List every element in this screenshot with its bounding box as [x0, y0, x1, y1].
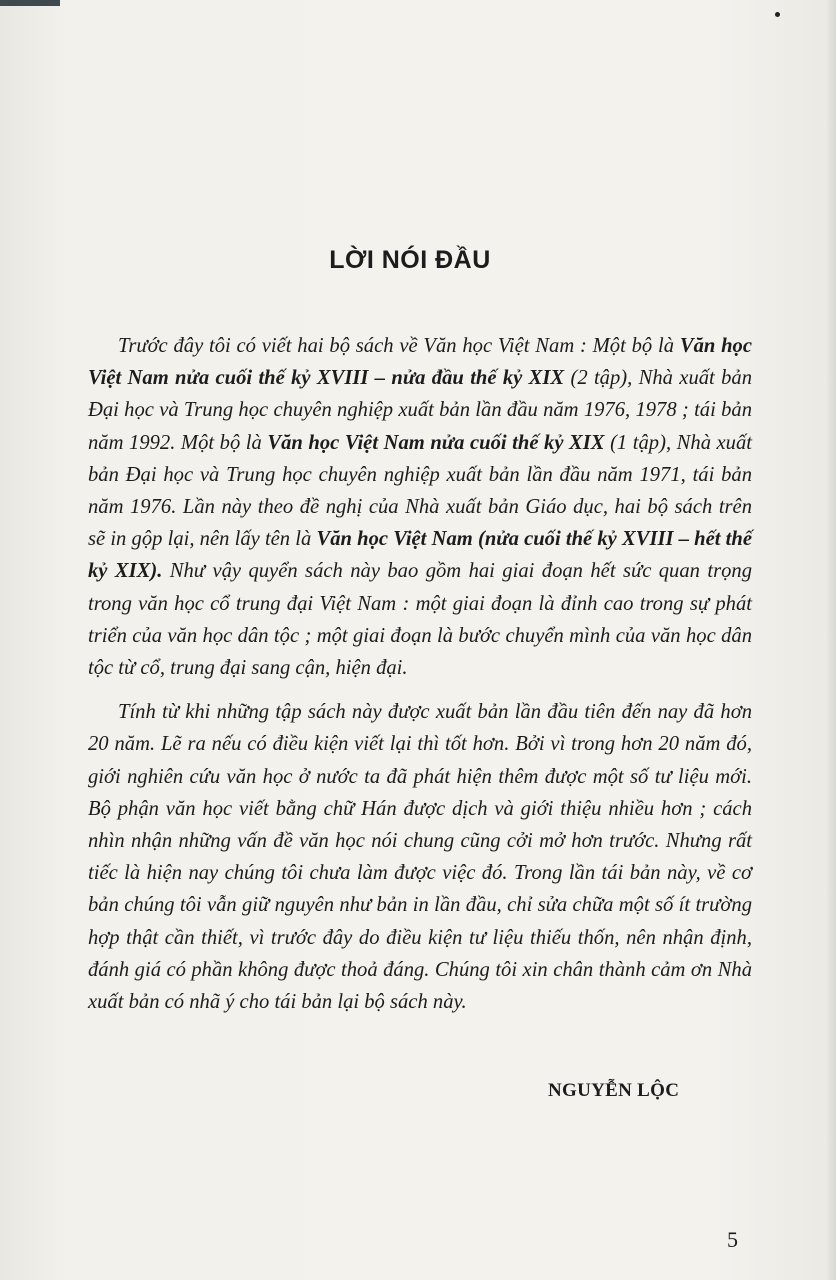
page-number: 5 — [727, 1227, 738, 1252]
author-signature: NGUYỄN LỘC — [548, 1080, 680, 1101]
paragraph-1-text-2: (2 tập), Nhà xuất bản Đại học và Trung học chuyên nghiệp xuất bản lần đầu năm 1976, 1978 ; tái bản năm 1992. Một bộ là — [88, 367, 752, 454]
ink-dot — [775, 12, 780, 17]
scan-edge-mark — [0, 0, 60, 6]
book-title-1: Văn học Việt Nam nửa cuối thế kỷ XVIII – nửa đầu thế kỷ XIX — [88, 335, 752, 390]
book-title-3: Văn học Việt Nam (nửa cuối thế kỷ XVIII – hết thế kỷ XIX). — [88, 528, 752, 583]
paragraph-1 — [88, 330, 752, 684]
page-edge-shadow — [826, 0, 836, 1280]
paragraph-1-text-4: Như vậy quyển sách này bao gồm hai giai đoạn hết sức quan trọng trong văn học cổ trung đại Việt Nam : một giai đoạn là đỉnh cao trong sự phát triển của văn học dân tộc ; một giai đoạn là bước chuyển mình của văn học dân tộc từ cổ, trung đại sang cận, hiện đại. — [88, 560, 752, 680]
page-title: LỜI NÓI ĐẦU — [329, 246, 491, 274]
paragraph-2: Tính từ khi những tập sách này được xuất bản lần đầu tiên đến nay đã hơn 20 năm. Lẽ ra nếu có điều kiện viết lại thì tốt hơn. Bởi vì trong hơn 20 năm đó, giới nghiên cứu văn học ở nước ta đã phát hiện thêm được một số tư liệu mới. Bộ phận văn học viết bằng chữ Hán được dịch và giới thiệu nhiều hơn ; cách nhìn nhận những vấn đề văn học nói chung cũng cởi mở hơn trước. Nhưng rất tiếc là hiện nay chúng tôi chưa làm được việc đó. Trong lần tái bản này, về cơ bản chúng tôi vẫn giữ nguyên như bản in lần đầu, chỉ sửa chữa một số ít trường hợp thật cần thiết, vì trước đây do điều kiện tư liệu thiếu thốn, nên nhận định, đánh giá có phần không được thoả đáng. Chúng tôi xin chân thành cảm ơn Nhà xuất bản có nhã ý cho tái bản lại bộ sách này. — [88, 701, 752, 1014]
paragraph-1-text-1: Trước đây tôi có viết hai bộ sách về Văn học Việt Nam : Một bộ là — [118, 335, 680, 357]
preface-body — [88, 330, 752, 1018]
book-title-2: Văn học Việt Nam nửa cuối thế kỷ XIX — [267, 431, 605, 454]
paragraph-1-text-3: (1 tập), Nhà xuất bản Đại học và Trung học chuyên nghiệp xuất bản lần đầu năm 1971, tái bản năm 1976. Lần này theo đề nghị của Nhà xuất bản Giáo dục, hai bộ sách trên sẽ in gộp lại, nên lấy tên là — [88, 431, 752, 551]
